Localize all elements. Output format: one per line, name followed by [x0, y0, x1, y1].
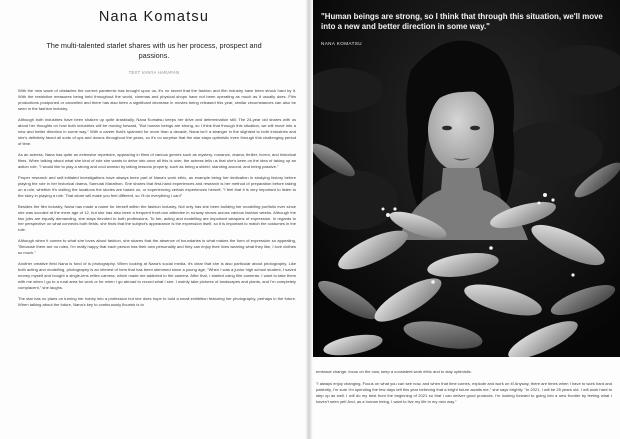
article-subtitle: The multi-talented starlet shares with us her process, prospect and passions. [46, 41, 262, 60]
body-paragraph: With the new wave of obstacles the current pandemic has brought upon us, it's no secret that the fashion and film industry have been struck hard by it. With the restrictive measures being held throughout the world, cinemas and physical shops have not been operating as much as it usually does. Film productions postponed or cancelled and there has also been a significant decrease in movies being released this year, similar circumstances can also be seen in the fashion industry. [18, 88, 296, 111]
body-paragraph: Besides the film industry, Nana has made a name for herself within the fashion industry. Not only has she been building her modelling portfolio ever since she was scouted at the mere age of 12, but she has also been a frequent front-row attendee in runway shows across various fashion weeks. Although the two jobs are equally demanding, she stays devoted to both professions. To her, acting and modelling are important weapons of expression. In regards to her perspective on what connects both fields, she finds that the subject's appearance is the expression itself, so it is important to match the costumes in the role. [18, 203, 296, 233]
body-paragraph: Proper research and self-initiated investigations have always been part of Nana's work ethic, an example being her dedication in studying history before playing the role in her historical drama, Samurai Marathon. She shares that first-hand experiences and research is her method of preparation before taking on a role, whether it's visiting the locations the stories are based on, or experiencing certain experiences herself, "I feel that it is very important to listen to the story in playing a role. That alone will make you feel different, so I'll do everything I can!" [18, 174, 296, 198]
left-page [0, 0, 308, 439]
body-paragraph: As an actress, Nana has quite an extensive repertoire, appearing in films of various genres such as mystery, romance, drama, thriller, horror, and historical films. When talking about what she kind of role she wants to delve into once all this is over, the actress tells us that she's keen on the idea of taking up an action role, "I would like to play a strong and cool woman by taking lessons properly, such as being a shield, standing around, and being passive." [18, 151, 296, 169]
body-paragraph: "I always enjoy changing. Focus on what you can see now, and when that time comes, explode and work on it! Anyway, there are times when I have to work hard and patiently, I'm sure I'm spending the few days left this year believing that a bright future awaits me," she says brightly. "In 2021, I will be 25 years old. I will work hard to step up as well. I will do my best from the beginning of 2021 so that I can deliver good products. I'm looking forward to going into a new frontier by feeling what I haven't seen yet! And, as a human being, I want to live my life in my own way." [316, 380, 612, 404]
article-title: Nana Komatsu [98, 9, 210, 25]
portrait-photo [313, 0, 620, 357]
body-paragraph: Another creative field Nana is fond of is photography. When looking at Nana's social media, it's clear that she is also particular about photography. Like both acting and modelling, photography is an interest of hers that has been stemmed since a young age, "When I was a junior high school student, I saved money myself and bought a single-lens reflex camera, which made me addicted to the camera. After that, I started using film cameras. I want to take them with me when I go to a rural area for work or for when I go abroad to record what I see. I mainly take pictures of landscapes and plants, and I'm completely complacent," she laughs. [18, 261, 296, 291]
article-credit: TEXT VANYA HARAPAN [128, 70, 180, 75]
quote-attribution: NANA KOMATSU [321, 41, 362, 46]
page-gutter [305, 0, 313, 439]
left-body-column [18, 88, 296, 313]
pull-quote: "Human beings are strong, so I think that through this situation, we'll move into a new and better direction in some way." [321, 12, 603, 32]
body-paragraph: The star has no plans on turning her hobby into a profession but she does hope to hold a small exhibition featuring her photography, perhaps in the future. When talking about the future, Nana's key to continuously flourish is to [18, 296, 296, 308]
body-paragraph: Although both industries have been shaken up quite drastically, Nana Komatsu keeps her drive and determination still. The 24-year old shares with us about her thoughts on how both industries will be moving forward, "But human beings are strong, so I think that through this situation, we will move into a new and better direction in some way." With a career that's spanned for more than a decade, Nana isn't a stranger in the slightest to both industries and she's definitely faced all sorts of ups and downs throughout the years, so it's no surprise that the star stays optimistic even through this challenging period of time. [18, 116, 296, 146]
right-page [313, 0, 620, 439]
right-body-column [316, 369, 612, 410]
body-paragraph: Although when it comes to what she loves about fashion, she shares that the absence of boundaries is what makes the form of expression so appealing, "Because there are no rules, I'm really happy that each person has their own personality and they can enjoy their lives wearing what they like, I love clothes so much." [18, 238, 296, 256]
body-paragraph: embrace change, focus on the now, keep a consistent work ethic and to stay optimistic. [316, 369, 472, 374]
portrait-illustration [313, 0, 620, 357]
